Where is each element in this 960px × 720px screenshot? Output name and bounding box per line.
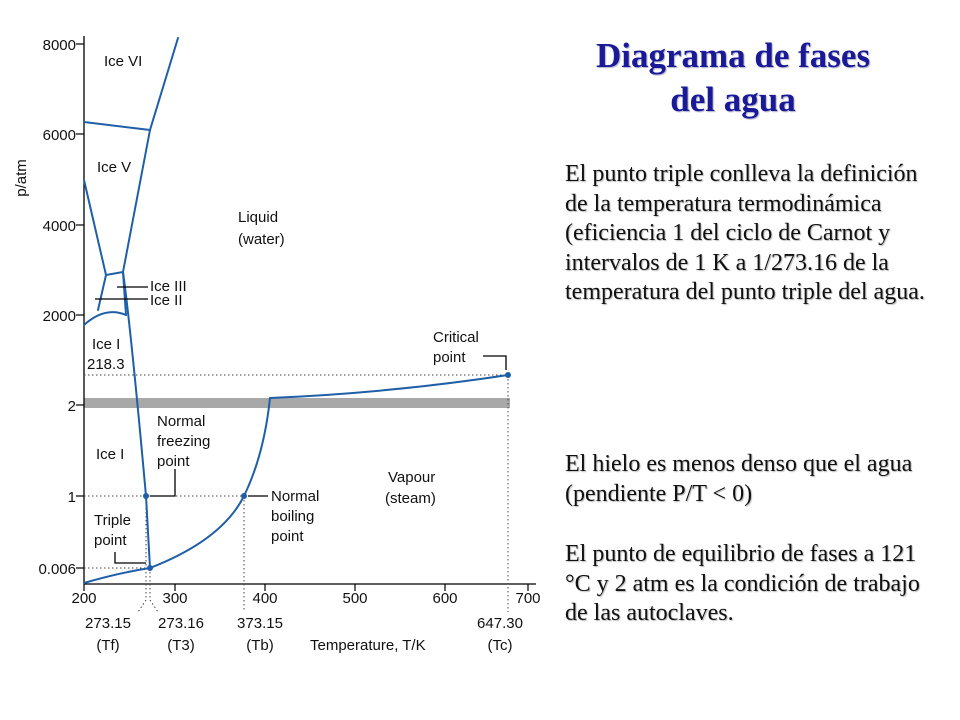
region-liquid: Liquid <box>238 209 279 226</box>
freezing-point-label: Normal <box>157 413 206 430</box>
x-tick-label: 500 <box>342 590 368 607</box>
slide-title-line-1: Diagrama de fases <box>595 36 871 75</box>
boiling-point-label-2: boiling <box>271 508 315 525</box>
paragraph-autoclave: El punto de equilibrio de fases a 121 °C y 2 atm es la condición de trabajo de las autoclaves. <box>565 541 920 626</box>
y-tick-label: 218.3 <box>87 356 125 373</box>
freezing-point-marker <box>143 493 149 499</box>
region-ice-ii: Ice II <box>150 292 183 309</box>
region-ice-v: Ice V <box>97 159 132 176</box>
y-tick-label: 6000 <box>42 127 76 144</box>
t3-symbol: (T3) <box>167 637 195 654</box>
x-tick-label: 200 <box>71 590 97 607</box>
triple-point-label-2: point <box>94 532 127 549</box>
region-ice-iii: Ice III <box>150 278 187 295</box>
tb-symbol: (Tb) <box>246 637 274 654</box>
x-tick-marks <box>84 584 528 591</box>
tb-value: 373.15 <box>237 615 283 632</box>
region-vapour-sub: (steam) <box>385 490 436 507</box>
y-tick-label: 8000 <box>42 37 76 54</box>
paragraph-ice-density: El hielo es menos denso que el agua (pendiente P/T < 0) <box>565 451 913 507</box>
critical-point-label: Critical <box>433 329 479 346</box>
slide-title <box>548 34 918 122</box>
y-axis-label: p/atm <box>13 159 30 197</box>
tf-symbol: (Tf) <box>96 637 120 654</box>
tc-symbol: (Tc) <box>487 637 513 654</box>
slide-title-line-2: del agua <box>670 80 796 119</box>
freezing-point-label-3: point <box>157 453 190 470</box>
boiling-point-label: Normal <box>271 488 320 505</box>
critical-point-marker <box>505 372 511 378</box>
region-liquid-sub: (water) <box>238 231 285 248</box>
freezing-point-label-2: freezing <box>157 433 211 450</box>
triple-point-marker <box>147 565 153 571</box>
x-tick-label: 300 <box>162 590 188 607</box>
critical-point-label-2: point <box>433 349 466 366</box>
triple-point-label: Triple <box>94 512 131 529</box>
boiling-point-label-3: point <box>271 528 304 545</box>
x-tick-label: 700 <box>515 590 541 607</box>
x-axis-label: Temperature, T/K <box>310 637 426 654</box>
region-ice-i-high: Ice I <box>92 336 121 353</box>
x-tick-label: 600 <box>432 590 458 607</box>
y-tick-label: 2000 <box>42 308 76 325</box>
y-tick-marks <box>76 44 84 568</box>
axis-break-band <box>84 398 510 408</box>
region-vapour: Vapour <box>388 469 436 486</box>
tf-value: 273.15 <box>85 615 131 632</box>
tc-value: 647.30 <box>477 615 523 632</box>
x-tick-label: 400 <box>252 590 278 607</box>
paragraph-triple-point: El punto triple conlleva la definición de la temperatura termodinámica (eficiencia 1 del ciclo de Carnot y intervalos de 1 K a 1/273.16 de la temperatura del punto triple del agua. <box>565 161 925 305</box>
y-tick-label: 0.006 <box>38 561 76 578</box>
y-tick-label: 2 <box>67 398 76 415</box>
region-ice-i-low: Ice I <box>96 446 125 463</box>
y-tick-label: 4000 <box>42 218 76 235</box>
y-tick-label: 1 <box>67 489 76 506</box>
boiling-point-marker <box>241 493 247 499</box>
t3-value: 273.16 <box>158 615 204 632</box>
region-ice-vi: Ice VI <box>104 53 143 70</box>
